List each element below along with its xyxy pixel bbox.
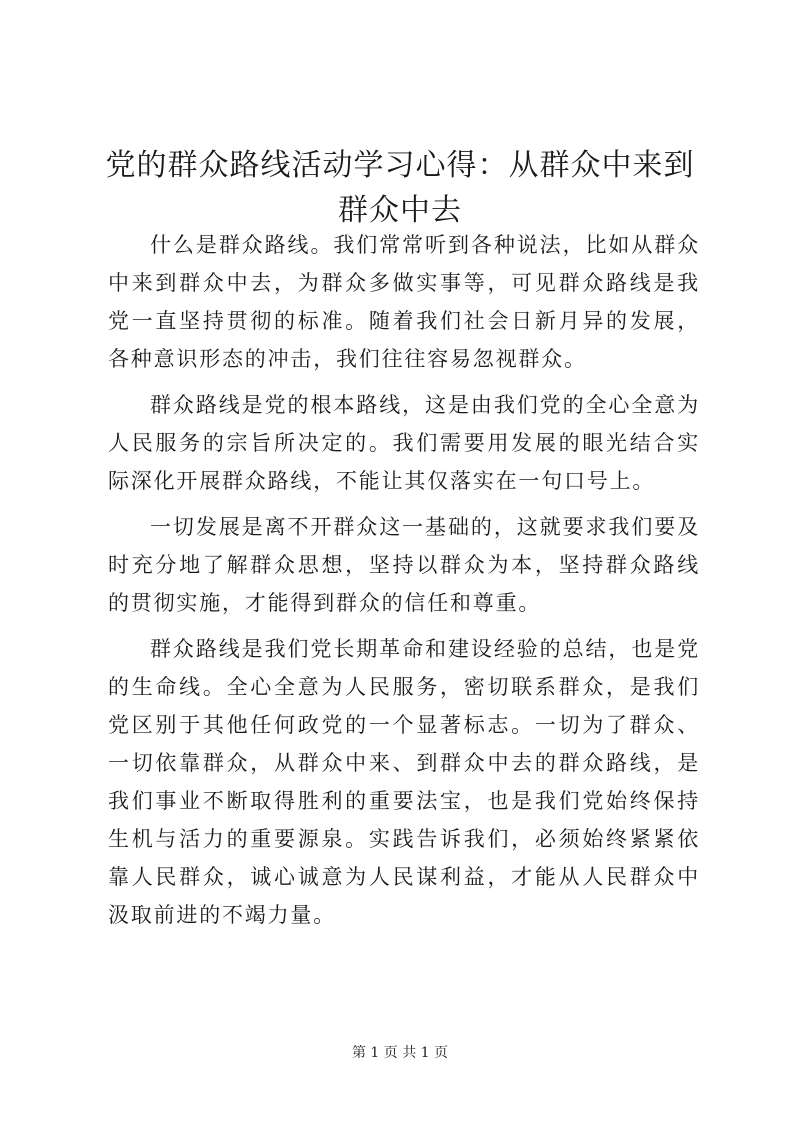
paragraph-3: 一切发展是离不开群众这一基础的，这就要求我们要及时充分地了解群众思想，坚持以群众为本，坚持群众路线的贯彻实施，才能得到群众的信任和尊重。 [108,515,700,615]
paragraph-1: 什么是群众路线。我们常常听到各种说法，比如从群众中来到群众中去，为群众多做实事等，可见群众路线是我党一直坚持贯彻的标准。随着我们社会日新月异的发展，各种意识形态的冲击，我们往往容易忽视群众。 [108,233,700,371]
document-title: 党的群众路线活动学习心得：从群众中来到群众中去 [105,148,695,228]
page-footer: 第 1 页 共 1 页 [351,1045,449,1061]
document-body [108,226,700,942]
paragraph-4: 群众路线是我们党长期革命和建设经验的总结，也是党的生命线。全心全意为人民服务，密切联系群众，是我们党区别于其他任何政党的一个显著标志。一切为了群众、一切依靠群众，从群众中来、到群众中去的群众路线，是我们事业不断取得胜利的重要法宝，也是我们党始终保持生机与活力的重要源泉。实践告诉我们，必须始终紧紧依靠人民群众，诚心诚意为人民谋利益，才能从人民群众中汲取前进的不竭力量。 [108,637,700,927]
paragraph-2: 群众路线是党的根本路线，这是由我们党的全心全意为人民服务的宗旨所决定的。我们需要用发展的眼光结合实际深化开展群众路线，不能让其仅落实在一句口号上。 [108,393,700,493]
